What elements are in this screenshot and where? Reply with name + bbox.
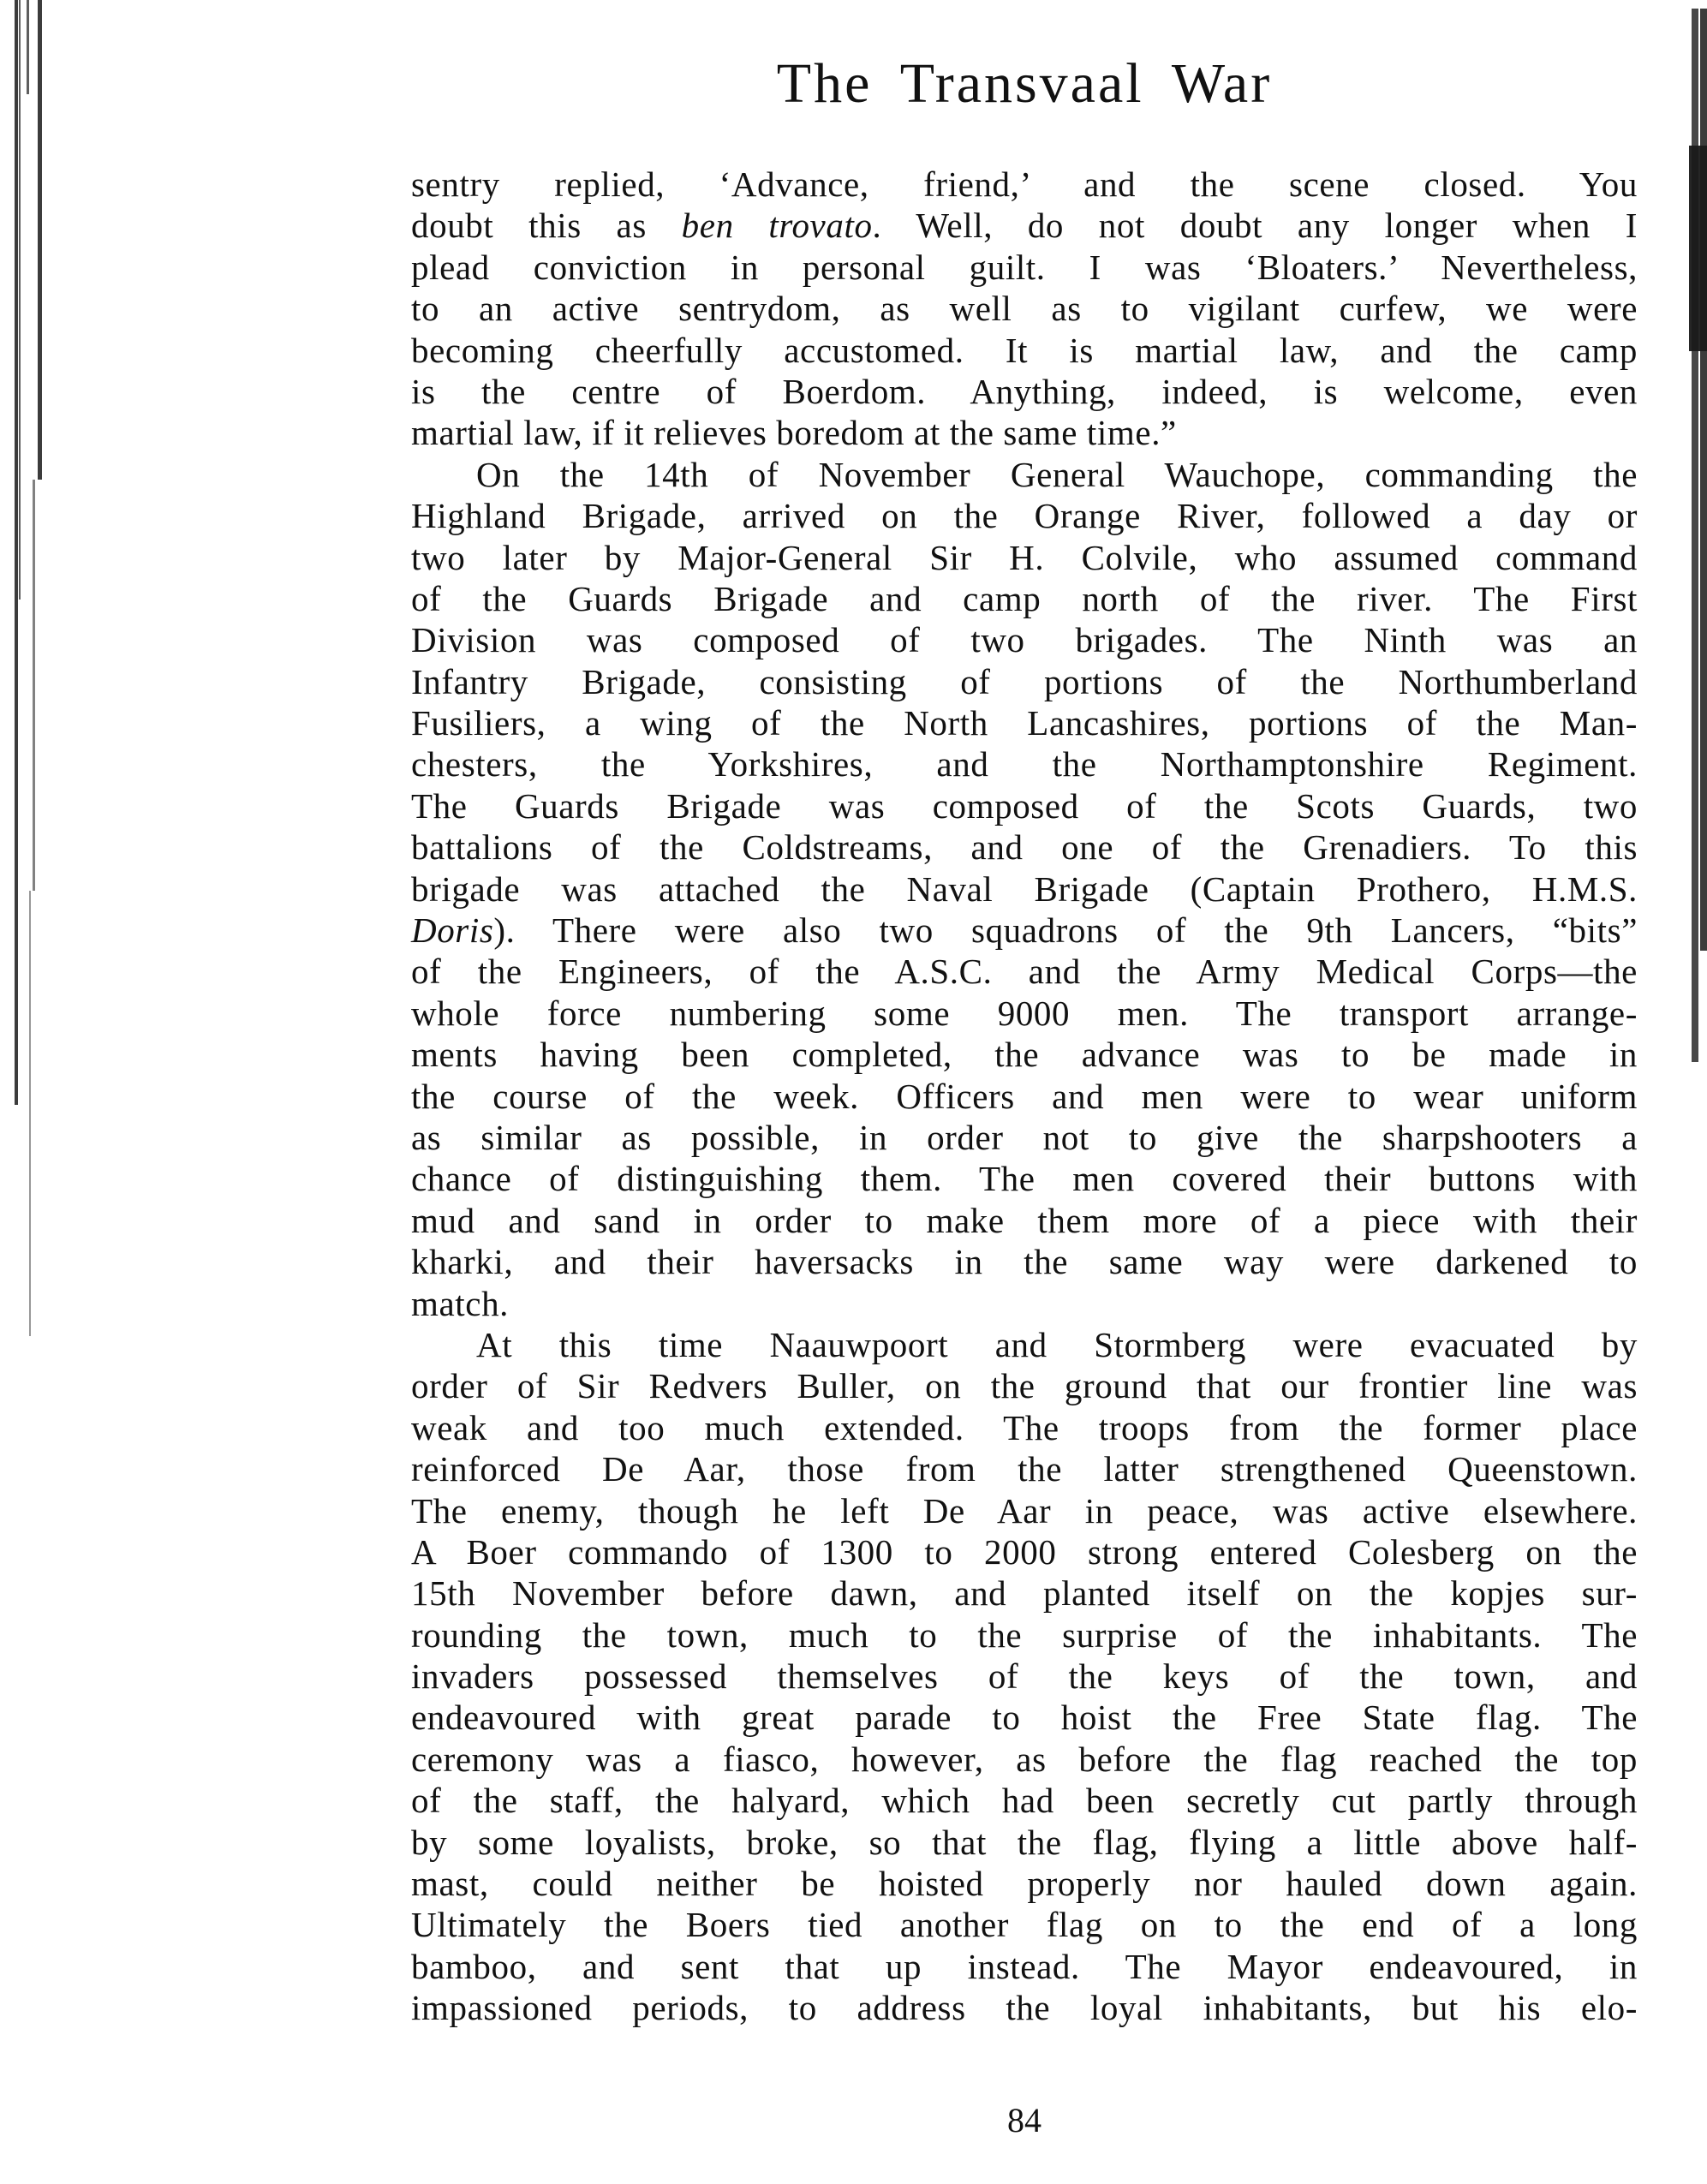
text-line: as similar as possible, in order not to give the sharpshooters a bbox=[411, 1117, 1638, 1157]
text-line: 15th November before dawn, and planted itself on the kopjes sur- bbox=[411, 1573, 1638, 1614]
left-binding-rule-3 bbox=[27, 0, 29, 94]
left-binding-rule-4 bbox=[38, 0, 42, 480]
text-line: to an active sentrydom, as well as to vigilant curfew, we were bbox=[411, 289, 1638, 329]
text-line: doubt this as ben trovato. Well, do not doubt any longer when I bbox=[411, 206, 1638, 246]
text-line: The Guards Brigade was composed of the Scots Guards, two bbox=[411, 785, 1638, 826]
text-line: Infantry Brigade, consisting of portions of the Northumberland bbox=[411, 661, 1638, 701]
text-line: match. bbox=[411, 1283, 510, 1323]
text-line: two later by Major-General Sir H. Colvile, who assumed command bbox=[411, 537, 1638, 577]
text-line: plead conviction in personal guilt. I was ‘Bloaters.’ Nevertheless, bbox=[411, 247, 1638, 287]
text-line: impassioned periods, to address the loyal inhabitants, but his elo- bbox=[411, 1988, 1638, 2028]
running-head-title: The Transvaal War bbox=[776, 52, 1273, 115]
paragraph bbox=[411, 1324, 1638, 2029]
text-line: chance of distinguishing them. The men covered their buttons with bbox=[411, 1159, 1638, 1199]
text-line: mud and sand in order to make them more of a piece with their bbox=[411, 1200, 1638, 1240]
text-line: the course of the week. Officers and men were to wear uniform bbox=[411, 1076, 1638, 1116]
right-edge-band-3 bbox=[1689, 146, 1707, 351]
text-line: chesters, the Yorkshires, and the Northamptonshire Regiment. bbox=[411, 744, 1638, 785]
text-line: martial law, if it relieves boredom at the same time.” bbox=[411, 413, 1177, 453]
left-binding-rule-5 bbox=[33, 480, 35, 891]
text-line: mast, could neither be hoisted properly nor hauled down again. bbox=[411, 1864, 1638, 1904]
text-line: Division was composed of two brigades. The Ninth was an bbox=[411, 620, 1638, 660]
text-line: Ultimately the Boers tied another flag on to the end of a long bbox=[411, 1905, 1638, 1945]
left-binding-rule-1 bbox=[15, 0, 18, 1105]
text-line: Doris). There were also two squadrons of the 9th Lancers, “bits” bbox=[411, 910, 1638, 951]
left-binding-rule-2 bbox=[19, 0, 21, 600]
text-line: The enemy, though he left De Aar in peace, was active elsewhere. bbox=[411, 1490, 1638, 1531]
text-line: At this time Naauwpoort and Stormberg were evacuated by bbox=[476, 1324, 1638, 1364]
text-line: sentry replied, ‘Advance, friend,’ and the scene closed. You bbox=[411, 164, 1638, 204]
text-line: kharki, and their haversacks in the same way were darkened to bbox=[411, 1242, 1638, 1282]
page-number: 84 bbox=[1007, 2101, 1042, 2139]
body-text bbox=[411, 164, 1638, 2029]
text-line: ceremony was a fiasco, however, as before the flag reached the top bbox=[411, 1739, 1638, 1779]
text-line: endeavoured with great parade to hoist the Free State flag. The bbox=[411, 1698, 1638, 1738]
italic-phrase: ben trovato bbox=[681, 206, 873, 246]
text-line: bamboo, and sent that up instead. The Mayor endeavoured, in bbox=[411, 1946, 1638, 1986]
text-line: of the Engineers, of the A.S.C. and the Army Medical Corps—the bbox=[411, 952, 1638, 992]
text-line: Highland Brigade, arrived on the Orange River, followed a day or bbox=[411, 496, 1638, 536]
text-line: ments having been completed, the advance was to be made in bbox=[411, 1035, 1638, 1075]
text-line: On the 14th of November General Wauchope, commanding the bbox=[476, 454, 1638, 494]
text-line: is the centre of Boerdom. Anything, indeed, is welcome, even bbox=[411, 371, 1638, 411]
text-line: brigade was attached the Naval Brigade (Captain Prothero, H.M.S. bbox=[411, 868, 1638, 909]
text-line: weak and too much extended. The troops from the former place bbox=[411, 1407, 1638, 1447]
text-line: of the Guards Brigade and camp north of the river. The First bbox=[411, 578, 1638, 618]
text-line: A Boer commando of 1300 to 2000 strong entered Colesberg on the bbox=[411, 1531, 1638, 1572]
text-line: rounding the town, much to the surprise of the inhabitants. The bbox=[411, 1614, 1638, 1655]
left-binding-rule-6 bbox=[29, 891, 31, 1336]
paragraph bbox=[411, 164, 1638, 454]
text-line: invaders possessed themselves of the keys of the town, and bbox=[411, 1656, 1638, 1697]
text-line: Fusiliers, a wing of the North Lancashires, portions of the Man- bbox=[411, 703, 1638, 743]
italic-phrase: Doris bbox=[411, 910, 494, 951]
text-line: reinforced De Aar, those from the latter strengthened Queenstown. bbox=[411, 1449, 1638, 1489]
text-line: by some loyalists, broke, so that the flag, flying a little above half- bbox=[411, 1822, 1638, 1862]
text-line: becoming cheerfully accustomed. It is martial law, and the camp bbox=[411, 330, 1638, 370]
text-line: battalions of the Coldstreams, and one of the Grenadiers. To this bbox=[411, 827, 1638, 868]
paragraph bbox=[411, 454, 1638, 1324]
text-line: of the staff, the halyard, which had been secretly cut partly through bbox=[411, 1781, 1638, 1821]
text-line: whole force numbering some 9000 men. The transport arrange- bbox=[411, 993, 1638, 1033]
text-line: order of Sir Redvers Buller, on the ground that our frontier line was bbox=[411, 1366, 1638, 1406]
